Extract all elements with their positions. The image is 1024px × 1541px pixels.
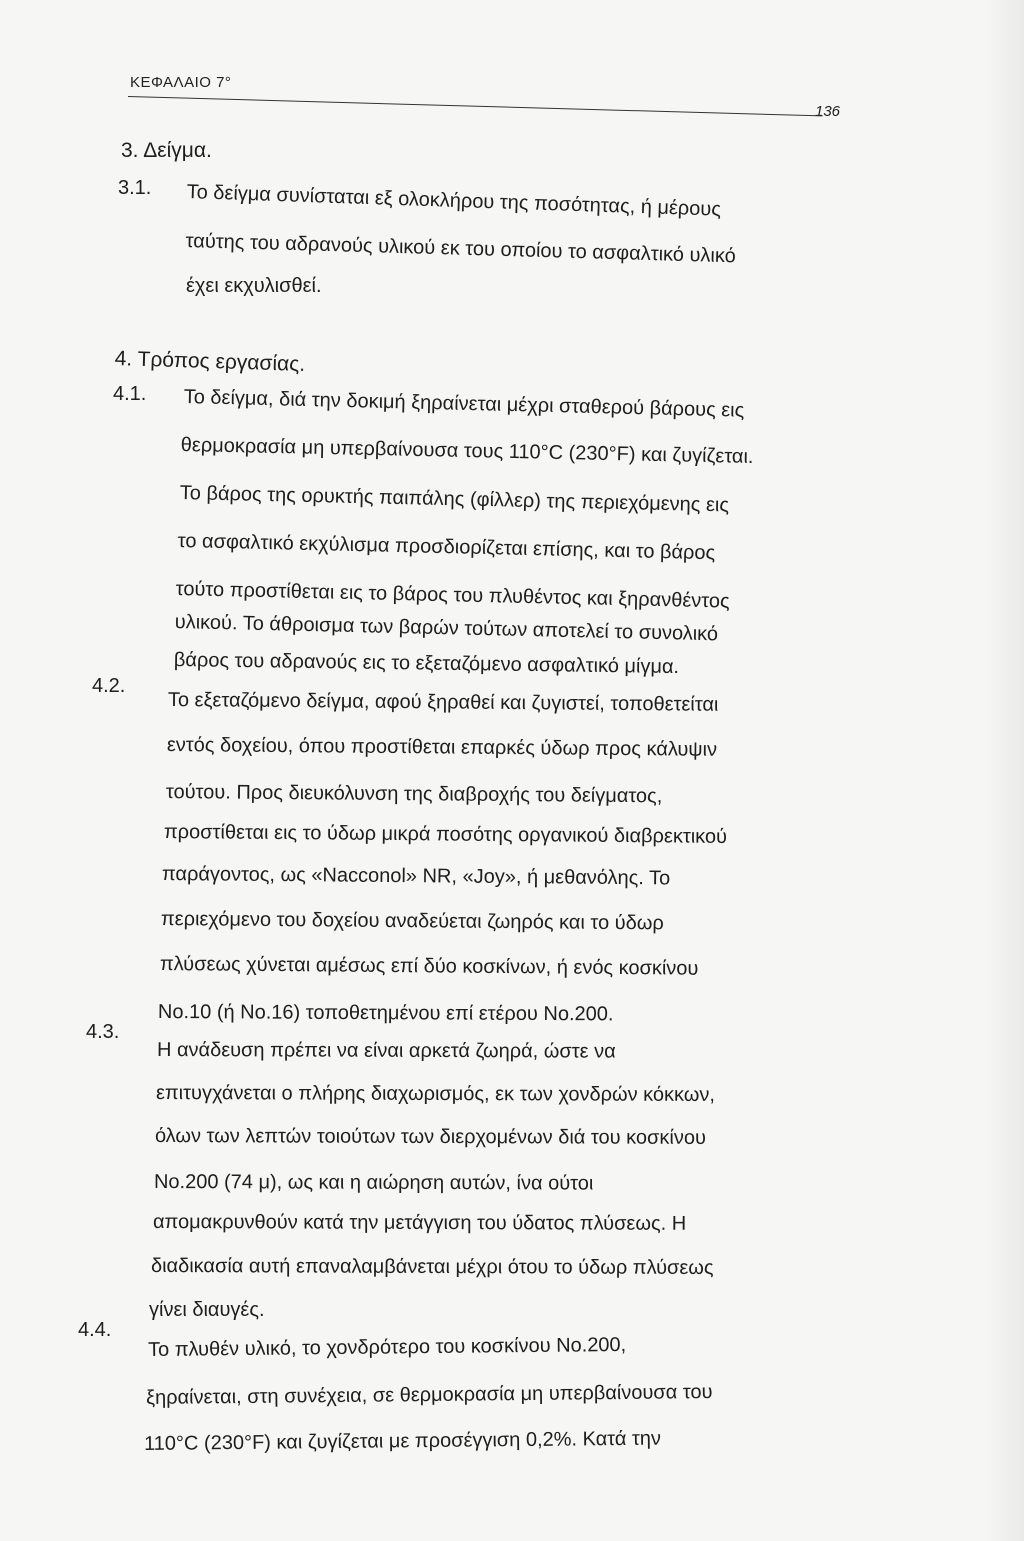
paragraph-line: θερμοκρασία μη υπερβαίνουσα τους 110°C (230°F) και ζυγίζεται. [180,434,754,468]
paragraph-line: περιεχόμενο του δοχείου αναδεύεται ζωηρός και το ύδωρ [160,908,664,935]
section-4-heading: 4. Τρόπος εργασίας. [114,347,306,376]
paragraph-line: 110°C (230°F) και ζυγίζεται με προσέγγιση 0,2%. Κατά την [143,1427,662,1455]
paragraph-number-4-1: 4.1. [113,383,147,405]
paragraph-line: εντός δοχείου, όπου προστίθεται επαρκές ύδωρ προς κάλυψιν [166,734,718,761]
paragraph-line: όλων των λεπτών τοιούτων των διερχομένων διά του κοσκίνου [154,1125,706,1149]
paragraph-line: πλύσεως χύνεται αμέσως επί δύο κοσκίνων, ή ενός κοσκίνου [159,953,699,980]
paragraph-line: γίνει διαυγές. [149,1299,265,1321]
page-number: 136 [815,103,841,120]
paragraph-line: το ασφαλτικό εκχύλισμα προσδιορίζεται επίσης, και το βάρος [177,530,716,565]
section-3-heading: 3. Δείγμα. [121,139,212,162]
paragraph-number-4-4: 4.4. [78,1319,112,1341]
paragraph-number-3-1: 3.1. [118,177,152,199]
paragraph-line: παράγοντος, ως «Nacconol» NR, «Joy», ή μεθανόλης. Το [161,863,671,890]
paragraph-number-4-3: 4.3. [86,1021,120,1043]
paragraph-line: ξηραίνεται, στη συνέχεια, σε θερμοκρασία μη υπερβαίνουσα του [145,1381,713,1409]
paragraph-line: βάρος του αδρανούς εις το εξεταζόμενο ασφαλτικό μίγμα. [173,649,680,679]
paragraph-line: διαδικασία αυτή επαναλαμβάνεται μέχρι ότου το ύδωρ πλύσεως [150,1255,714,1279]
paragraph-line: Το πλυθέν υλικό, το χονδρότερο του κοσκίνου No.200, [147,1333,627,1361]
paragraph-line: Το δείγμα, διά την δοκιμή ξηραίνεται μέχρι σταθερού βάρους εις [183,386,745,422]
paragraph-line: τούτου. Προς διευκόλυνση της διαβροχής του δείγματος, [165,781,663,808]
paragraph-line: Το δείγμα συνίσταται εξ ολοκλήρου της ποσότητας, ή μέρους [186,181,722,221]
paragraph-line: έχει εκχυλισθεί. [186,275,322,297]
paragraph-line: απομακρυνθούν κατά την μετάγγιση του ύδατος πλύσεως. Η [152,1211,687,1235]
paragraph-line: Το βάρος της ορυκτής παιπάλης (φίλλερ) της περιεχόμενης εις [179,482,730,517]
paragraph-line: Η ανάδευση πρέπει να είναι αρκετά ζωηρά, ώστε να [156,1039,616,1063]
chapter-header: ΚΕΦΑΛΑΙΟ 7° [130,74,232,91]
paragraph-line: τούτο προστίθεται εις το βάρος του πλυθέντος και ξηρανθέντος [175,578,730,613]
paragraph-line: επιτυγχάνεται ο πλήρης διαχωρισμός, εκ των χονδρών κόκκων, [155,1082,716,1106]
paragraph-line: ταύτης του αδρανούς υλικού εκ του οποίου το ασφαλτικό υλικό [185,230,737,268]
paragraph-line: No.10 (ή No.16) τοποθετημένου επί ετέρου No.200. [157,1001,614,1026]
paragraph-line: No.200 (74 μ), ως και η αιώρηση αυτών, ίνα ούτοι [153,1171,594,1195]
paragraph-line: προστίθεται εις το ύδωρ μικρά ποσότης οργανικού διαβρεκτικού [163,821,728,848]
paragraph-number-4-2: 4.2. [92,675,126,697]
paragraph-line: υλικού. Το άθροισμα των βαρών τούτων αποτελεί το συνολικό [174,611,719,646]
paragraph-line: Το εξεταζόμενο δείγμα, αφού ξηραθεί και ζυγιστεί, τοποθετείται [167,689,719,716]
